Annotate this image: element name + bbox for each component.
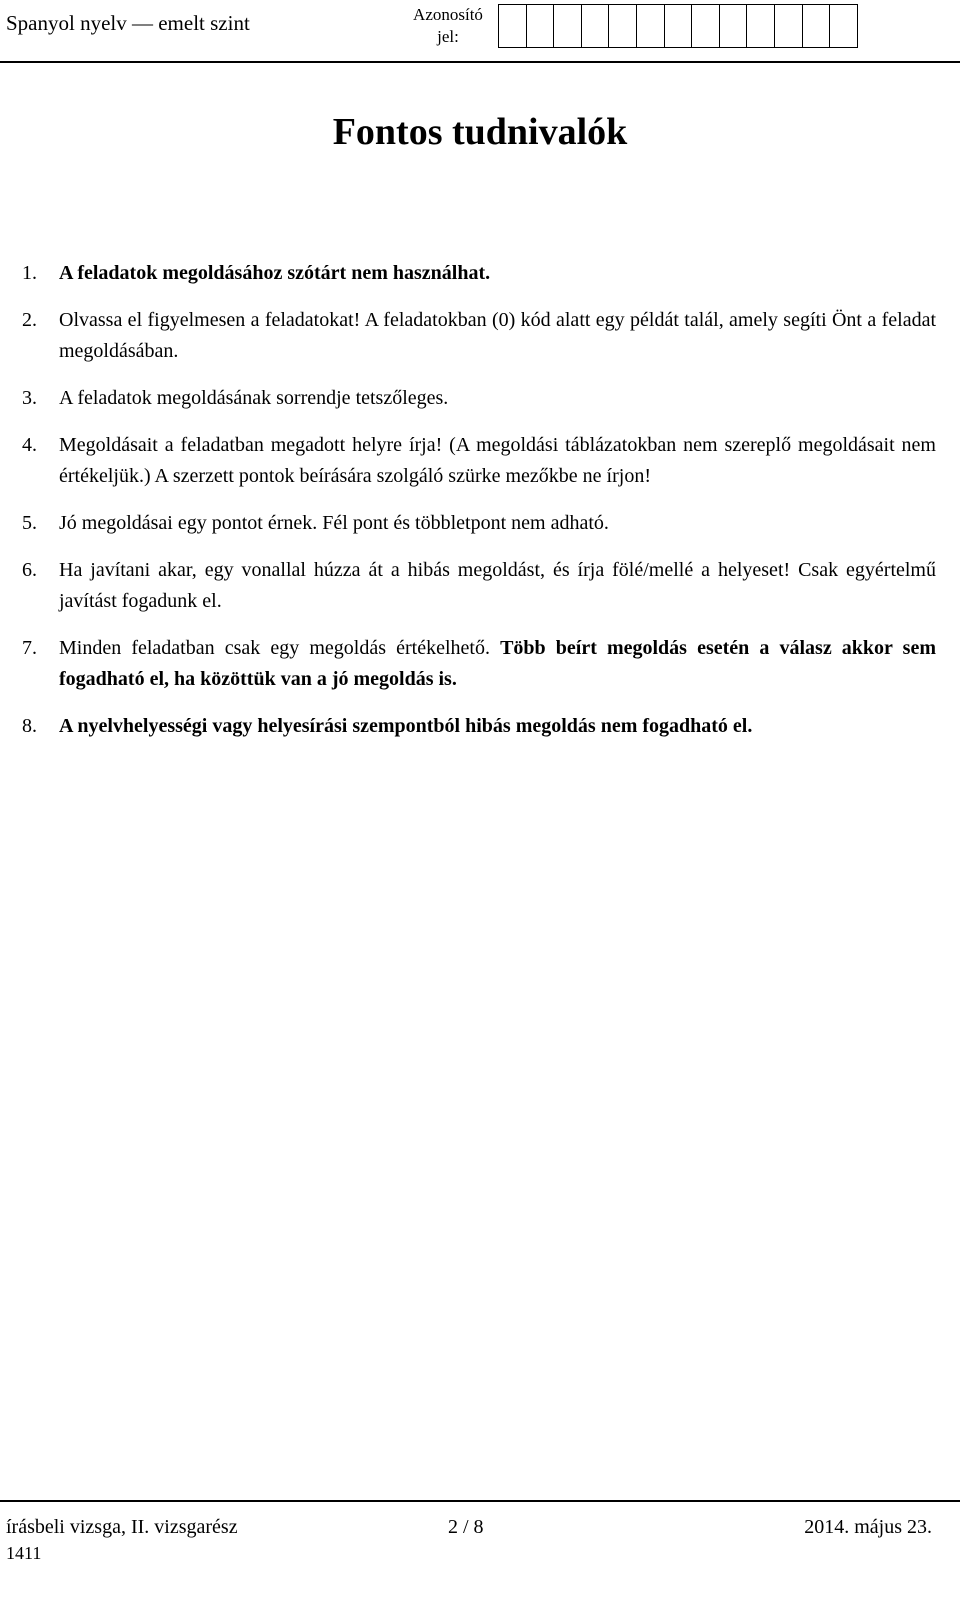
id-label-line1: Azonosító [413, 5, 483, 24]
id-code-box[interactable] [774, 4, 803, 48]
instruction-text [59, 430, 936, 492]
instruction-item [22, 305, 936, 367]
instruction-item [22, 633, 936, 695]
id-code-box[interactable] [608, 4, 637, 48]
instruction-number: 4. [22, 434, 37, 456]
instruction-text [59, 508, 936, 539]
id-code-box[interactable] [553, 4, 582, 48]
instruction-text-part: A feladatok megoldásának sorrendje tetszőleges. [59, 387, 449, 409]
instruction-item [22, 555, 936, 617]
instruction-item [22, 711, 936, 742]
instruction-text-part: Minden feladatban csak egy megoldás értékelhető. [59, 637, 501, 659]
footer-exam-part: írásbeli vizsga, II. vizsgarész [6, 1516, 238, 1538]
footer-rule [0, 1500, 960, 1502]
id-code-box[interactable] [746, 4, 775, 48]
page-header [0, 0, 960, 62]
instruction-text-bold: A feladatok megoldásához szótárt nem használhat. [59, 262, 491, 284]
id-code-boxes [498, 4, 857, 48]
id-code-box[interactable] [829, 4, 858, 48]
instruction-text-part: Megoldásait a feladatban megadott helyre írja! (A megoldási táblázatokban nem szereplő megoldásait nem értékeljük.) A szerzett pontok beírására szolgáló szürke mezőkbe ne írjon! [59, 434, 936, 487]
footer-page-number: 2 / 8 [448, 1516, 484, 1538]
instruction-text [59, 305, 936, 367]
header-subject: Spanyol nyelv — emelt szint [6, 11, 250, 35]
instruction-text-part: Jó megoldásai egy pontot érnek. Fél pont és többletpont nem adható. [59, 512, 609, 534]
footer-date: 2014. május 23. [804, 1516, 932, 1538]
instruction-item [22, 383, 936, 414]
instruction-text-part: Olvassa el figyelmesen a feladatokat! A feladatokban (0) kód alatt egy példát talál, amely segíti Önt a feladat megoldásában. [59, 309, 936, 362]
header-rule [0, 61, 960, 63]
instruction-text [59, 258, 936, 289]
id-label [408, 4, 488, 48]
instruction-item [22, 508, 936, 539]
id-code-box[interactable] [691, 4, 720, 48]
instruction-text [59, 555, 936, 617]
instructions-list [22, 258, 936, 758]
id-code-box[interactable] [581, 4, 610, 48]
instruction-number: 3. [22, 387, 37, 409]
id-code-box[interactable] [802, 4, 831, 48]
footer-code: 1411 [6, 1543, 42, 1563]
id-code-box[interactable] [526, 4, 555, 48]
instruction-text-bold: Több beírt megoldás esetén a válasz akkor sem fogadható el, ha közöttük van a jó megoldás is. [59, 637, 936, 690]
id-code-box[interactable] [636, 4, 665, 48]
id-code-box[interactable] [498, 4, 527, 48]
instruction-text-part: Ha javítani akar, egy vonallal húzza át a hibás megoldást, és írja fölé/mellé a helyeset! Csak egyértelmű javítást fogadunk el. [59, 559, 936, 612]
id-code-box[interactable] [719, 4, 748, 48]
instruction-text-bold: A nyelvhelyességi vagy helyesírási szempontból hibás megoldás nem fogadható el. [59, 715, 753, 737]
instruction-number: 2. [22, 309, 37, 331]
instruction-number: 6. [22, 559, 37, 581]
instruction-number: 5. [22, 512, 37, 534]
instruction-item [22, 430, 936, 492]
instruction-number: 7. [22, 637, 37, 659]
instruction-number: 1. [22, 262, 37, 284]
instruction-text [59, 383, 936, 414]
instruction-text [59, 633, 936, 695]
instruction-number: 8. [22, 715, 37, 737]
instruction-item [22, 258, 936, 289]
id-code-box[interactable] [664, 4, 693, 48]
page-title: Fontos tudnivalók [332, 111, 628, 153]
instruction-text [59, 711, 936, 742]
id-label-line2: jel: [437, 27, 459, 46]
